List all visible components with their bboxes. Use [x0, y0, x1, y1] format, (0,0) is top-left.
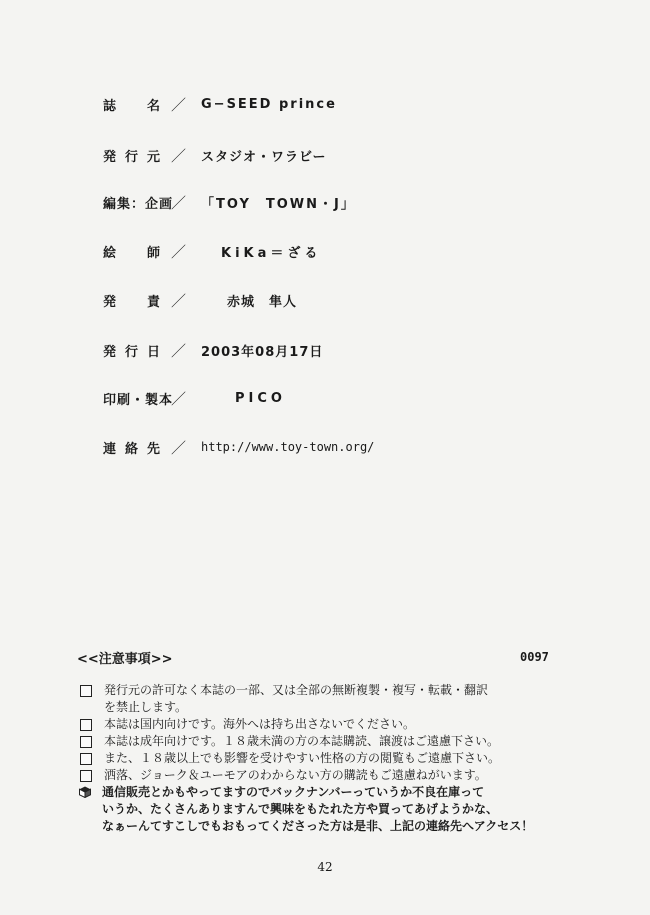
colophon-row — [103, 388, 286, 408]
colophon-value: KiKa＝ざる — [221, 245, 322, 261]
notice-item — [78, 750, 598, 767]
colophon-slash: ／ — [171, 242, 188, 261]
colophon-value[interactable]: http://www.toy-town.org/ — [201, 440, 375, 454]
colophon-slash: ／ — [171, 193, 188, 212]
cube-icon — [79, 786, 91, 798]
checkbox-icon — [80, 753, 92, 765]
notice-text: 発行元の許可なく本誌の一部、又は全部の無断複製・複写・転載・翻訳 を禁止します。 — [104, 683, 489, 714]
colophon-value: 「TOY TOWN・J」 — [201, 196, 356, 212]
colophon-row — [103, 94, 337, 114]
colophon-label: 連絡先 — [103, 441, 170, 457]
colophon-label: 印刷・製本 — [103, 392, 174, 408]
notice-text: 本誌は国内向けです。海外へは持ち出さないでください。 — [104, 717, 416, 731]
colophon-value: 2003年08月17日 — [201, 344, 324, 360]
colophon-label: 誌 名 — [103, 98, 170, 114]
colophon-label: 発行日 — [103, 344, 170, 360]
colophon-slash: ／ — [171, 146, 188, 165]
colophon-row — [103, 145, 326, 165]
notice-text: また、１８歳以上でも影響を受けやすい性格の方の閲覧もご遠慮下さい。 — [104, 751, 501, 765]
notice-title: <<注意事項>> — [77, 652, 173, 667]
colophon-value: PICO — [235, 390, 286, 406]
checkbox-icon — [80, 770, 92, 782]
checkbox-icon — [80, 736, 92, 748]
checkbox-icon — [80, 685, 92, 697]
checkbox-icon — [80, 719, 92, 731]
notice-text: 洒落、ジョーク＆ユーモアのわからない方の購読もご遠慮ねがいます。 — [104, 768, 487, 782]
colophon-value: スタジオ・ワラビー — [201, 149, 327, 165]
notice-item — [78, 784, 598, 835]
colophon-slash: ／ — [171, 389, 188, 408]
colophon-row — [103, 437, 374, 457]
notice-item — [78, 716, 598, 733]
colophon-slash: ／ — [171, 95, 188, 114]
notice-list — [78, 682, 598, 835]
colophon-row — [103, 192, 356, 212]
colophon-row — [103, 241, 321, 261]
colophon-row — [103, 340, 323, 360]
colophon-row — [103, 290, 297, 310]
colophon-slash: ／ — [171, 438, 188, 457]
colophon-value: 赤城 隼人 — [227, 294, 298, 310]
colophon-value: G−SEED prince — [201, 96, 337, 112]
notice-item — [78, 733, 598, 750]
page-number: 42 — [317, 860, 333, 874]
colophon-slash: ／ — [171, 291, 188, 310]
colophon-label: 編集：企画 — [103, 196, 174, 212]
colophon-label: 発行元 — [103, 149, 170, 165]
notice-code: 0097 — [520, 650, 549, 664]
colophon-slash: ／ — [171, 341, 188, 360]
notice-text: 本誌は成年向けです。１８歳未満の方の本誌購読、譲渡はご遠慮下さい。 — [104, 734, 500, 748]
notice-item — [78, 767, 598, 784]
colophon-label: 発 責 — [103, 294, 170, 310]
notice-text: 通信販売とかもやってますのでバックナンバーっていうか不良在庫って いうか、たくさんありますんで興味をもたれた方や買ってあげようかな、 なぁーんてすこしでもおもってくださった方は是非、上記の連絡先へアクセス！ — [102, 785, 534, 833]
colophon-label: 絵 師 — [103, 245, 170, 261]
notice-item — [78, 682, 598, 716]
